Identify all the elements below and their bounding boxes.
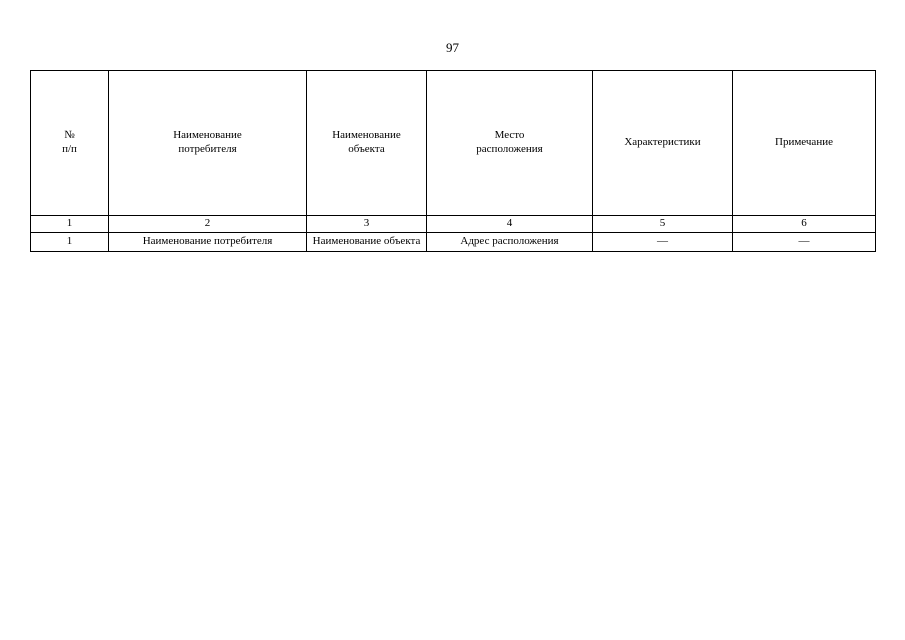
header-cell-number: № п/п	[31, 71, 109, 216]
consumer-name-cell: Наименование потребителя	[109, 232, 307, 251]
column-number-cell: 6	[733, 216, 876, 233]
header-cell-characteristics: Характеристики	[593, 71, 733, 216]
row-number-cell: 1	[31, 232, 109, 251]
header-cell-consumer: Наименование потребителя	[109, 71, 307, 216]
header-cell-location: Место расположения	[427, 71, 593, 216]
column-number-row	[31, 216, 876, 233]
location-cell: Адрес расположения	[427, 232, 593, 251]
data-table	[30, 70, 876, 252]
note-cell: —	[733, 232, 876, 251]
column-number-cell: 2	[109, 216, 307, 233]
header-cell-object: Наименование объекта	[307, 71, 427, 216]
header-cell-note: Примечание	[733, 71, 876, 216]
characteristics-cell: —	[593, 232, 733, 251]
column-number-cell: 3	[307, 216, 427, 233]
table-row	[31, 232, 876, 251]
column-number-cell: 1	[31, 216, 109, 233]
object-name-cell: Наименование объекта	[307, 232, 427, 251]
page-number: 97	[446, 40, 459, 55]
column-number-cell: 5	[593, 216, 733, 233]
column-number-cell: 4	[427, 216, 593, 233]
table-header-row	[31, 71, 876, 216]
